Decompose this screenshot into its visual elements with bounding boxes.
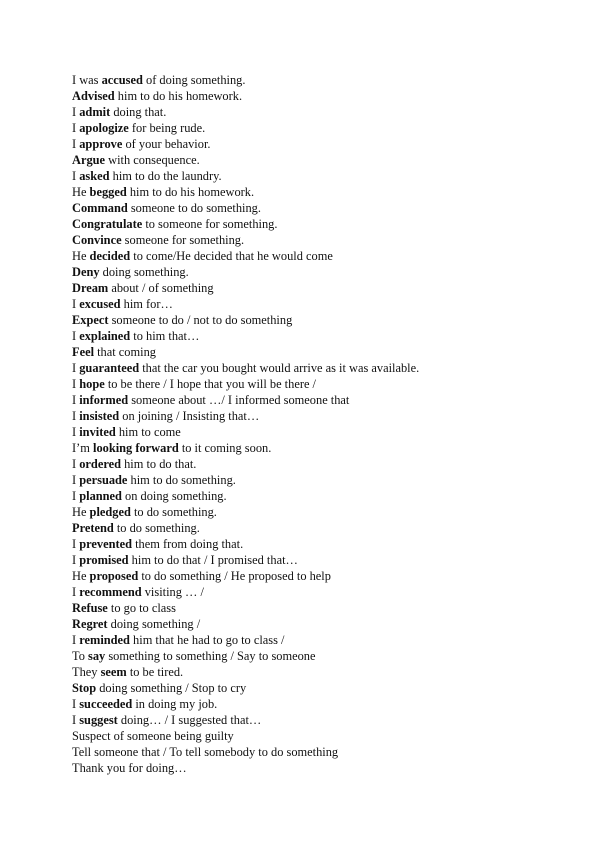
line-text-after: him to do that / I promised that… — [128, 553, 298, 567]
text-line — [72, 120, 572, 136]
line-text-after: someone to do / not to do something — [108, 313, 293, 327]
verb-keyword: hope — [79, 377, 105, 391]
text-line — [72, 136, 572, 152]
line-text-before: I — [72, 361, 80, 375]
verb-keyword: Command — [72, 201, 128, 215]
text-line — [72, 472, 572, 488]
text-line — [72, 216, 572, 232]
line-text-after: to it coming soon. — [178, 441, 272, 455]
verb-keyword: looking forward — [93, 441, 179, 455]
line-text-before: He — [72, 569, 90, 583]
verb-keyword: Pretend — [72, 521, 114, 535]
verb-keyword: ordered — [79, 457, 121, 471]
verb-keyword: Refuse — [72, 601, 108, 615]
line-text-after: that coming — [94, 345, 156, 359]
line-text-after: him that he had to go to class / — [129, 633, 285, 647]
verb-keyword: asked — [79, 169, 110, 183]
line-text-before: I — [72, 329, 80, 343]
text-line — [72, 632, 572, 648]
line-text-before: I — [72, 473, 80, 487]
line-text-after: to go to class — [107, 601, 176, 615]
text-line — [72, 344, 572, 360]
verb-keyword: admit — [79, 105, 111, 119]
text-line — [72, 328, 572, 344]
text-line — [72, 536, 572, 552]
line-text-after: on doing something. — [121, 489, 227, 503]
text-line — [72, 408, 572, 424]
line-text-before: Thank you for doing… — [72, 761, 187, 775]
line-text-after: him to do his homework. — [126, 185, 255, 199]
verb-keyword: Regret — [72, 617, 108, 631]
line-text-before: I — [72, 393, 80, 407]
line-text-before: I — [72, 169, 80, 183]
text-line — [72, 712, 572, 728]
line-text-after: him to do something. — [127, 473, 236, 487]
line-text-after: doing… / I suggested that… — [117, 713, 262, 727]
verb-keyword: apologize — [79, 121, 129, 135]
verb-list — [72, 72, 572, 776]
line-text-before: I — [72, 297, 80, 311]
line-text-before: They — [72, 665, 101, 679]
text-line — [72, 392, 572, 408]
verb-keyword: insisted — [79, 409, 120, 423]
line-text-after: doing something. — [99, 265, 189, 279]
line-text-after: to do something / He proposed to help — [138, 569, 331, 583]
text-line — [72, 104, 572, 120]
verb-keyword: Feel — [72, 345, 95, 359]
verb-keyword: Congratulate — [72, 217, 143, 231]
verb-keyword: decided — [89, 249, 131, 263]
line-text-before: I — [72, 585, 80, 599]
text-line — [72, 440, 572, 456]
text-line — [72, 376, 572, 392]
verb-keyword: Stop — [72, 681, 97, 695]
text-line — [72, 488, 572, 504]
line-text-before: Suspect of someone being guilty — [72, 729, 234, 743]
line-text-before: I’m — [72, 441, 93, 455]
line-text-before: I — [72, 457, 80, 471]
verb-keyword: prevented — [79, 537, 133, 551]
verb-keyword: approve — [79, 137, 123, 151]
verb-keyword: invited — [79, 425, 116, 439]
text-line — [72, 232, 572, 248]
verb-keyword: Dream — [72, 281, 109, 295]
line-text-after: someone to do something. — [127, 201, 261, 215]
line-text-after: to him that… — [130, 329, 200, 343]
line-text-before: I — [72, 489, 80, 503]
text-line — [72, 552, 572, 568]
text-line — [72, 200, 572, 216]
line-text-after: doing something / — [107, 617, 201, 631]
line-text-after: that the car you bought would arrive as it was available. — [139, 361, 420, 375]
line-text-before: I — [72, 425, 80, 439]
text-line — [72, 456, 572, 472]
line-text-after: him to do that. — [121, 457, 197, 471]
line-text-before: I — [72, 553, 80, 567]
line-text-after: to come/He decided that he would come — [130, 249, 333, 263]
verb-keyword: Argue — [72, 153, 106, 167]
text-line — [72, 680, 572, 696]
text-line — [72, 696, 572, 712]
text-line — [72, 760, 572, 776]
line-text-before: He — [72, 185, 90, 199]
text-line — [72, 360, 572, 376]
line-text-after: him to do the laundry. — [109, 169, 222, 183]
verb-keyword: proposed — [89, 569, 139, 583]
line-text-after: someone about …/ I informed someone that — [128, 393, 350, 407]
text-line — [72, 568, 572, 584]
line-text-after: doing something / Stop to cry — [96, 681, 247, 695]
verb-keyword: informed — [79, 393, 129, 407]
text-line — [72, 744, 572, 760]
verb-keyword: Advised — [72, 89, 115, 103]
verb-keyword: promised — [79, 553, 129, 567]
text-line — [72, 248, 572, 264]
text-line — [72, 728, 572, 744]
verb-keyword: Convince — [72, 233, 122, 247]
text-line — [72, 616, 572, 632]
line-text-after: someone for something. — [121, 233, 245, 247]
line-text-after: them from doing that. — [132, 537, 244, 551]
line-text-after: of your behavior. — [122, 137, 211, 151]
line-text-after: visiting … / — [141, 585, 204, 599]
text-line — [72, 424, 572, 440]
verb-keyword: excused — [79, 297, 121, 311]
verb-keyword: seem — [100, 665, 127, 679]
text-line — [72, 664, 572, 680]
line-text-before: To — [72, 649, 88, 663]
line-text-before: I — [72, 633, 80, 647]
verb-keyword: succeeded — [79, 697, 133, 711]
line-text-after: for being rude. — [128, 121, 206, 135]
verb-keyword: recommend — [79, 585, 142, 599]
verb-keyword: persuade — [79, 473, 128, 487]
text-line — [72, 168, 572, 184]
verb-keyword: reminded — [79, 633, 130, 647]
verb-keyword: begged — [89, 185, 127, 199]
text-line — [72, 280, 572, 296]
verb-keyword: Deny — [72, 265, 100, 279]
line-text-before: I — [72, 537, 80, 551]
verb-keyword: guaranteed — [79, 361, 140, 375]
line-text-after: on joining / Insisting that… — [119, 409, 260, 423]
line-text-after: of doing something. — [142, 73, 246, 87]
line-text-after: him to do his homework. — [114, 89, 243, 103]
line-text-after: in doing my job. — [132, 697, 218, 711]
line-text-after: doing that. — [110, 105, 167, 119]
text-line — [72, 72, 572, 88]
line-text-before: I — [72, 713, 80, 727]
verb-keyword: explained — [79, 329, 131, 343]
verb-keyword: suggest — [79, 713, 118, 727]
line-text-after: him to come — [115, 425, 181, 439]
text-line — [72, 520, 572, 536]
line-text-after: to do something. — [113, 521, 200, 535]
text-line — [72, 584, 572, 600]
line-text-after: about / of something — [108, 281, 214, 295]
line-text-before: I — [72, 409, 80, 423]
text-line — [72, 184, 572, 200]
verb-keyword: planned — [79, 489, 122, 503]
line-text-before: He — [72, 249, 90, 263]
line-text-before: Tell someone that / To tell somebody to do something — [72, 745, 339, 759]
line-text-before: I — [72, 121, 80, 135]
text-line — [72, 648, 572, 664]
verb-keyword: pledged — [89, 505, 131, 519]
text-line — [72, 264, 572, 280]
text-line — [72, 600, 572, 616]
text-line — [72, 152, 572, 168]
text-line — [72, 504, 572, 520]
text-line — [72, 312, 572, 328]
line-text-after: to be there / I hope that you will be there / — [104, 377, 316, 391]
line-text-before: I — [72, 137, 80, 151]
text-line — [72, 296, 572, 312]
line-text-after: to be tired. — [126, 665, 184, 679]
verb-keyword: Expect — [72, 313, 109, 327]
line-text-after: with consequence. — [105, 153, 200, 167]
line-text-before: I was — [72, 73, 102, 87]
text-line — [72, 88, 572, 104]
line-text-before: I — [72, 377, 80, 391]
verb-keyword: accused — [101, 73, 143, 87]
line-text-before: I — [72, 697, 80, 711]
line-text-after: something to something / Say to someone — [105, 649, 316, 663]
line-text-after: to do something. — [130, 505, 217, 519]
line-text-after: him for… — [120, 297, 173, 311]
line-text-after: to someone for something. — [142, 217, 278, 231]
verb-keyword: say — [88, 649, 106, 663]
line-text-before: He — [72, 505, 90, 519]
line-text-before: I — [72, 105, 80, 119]
